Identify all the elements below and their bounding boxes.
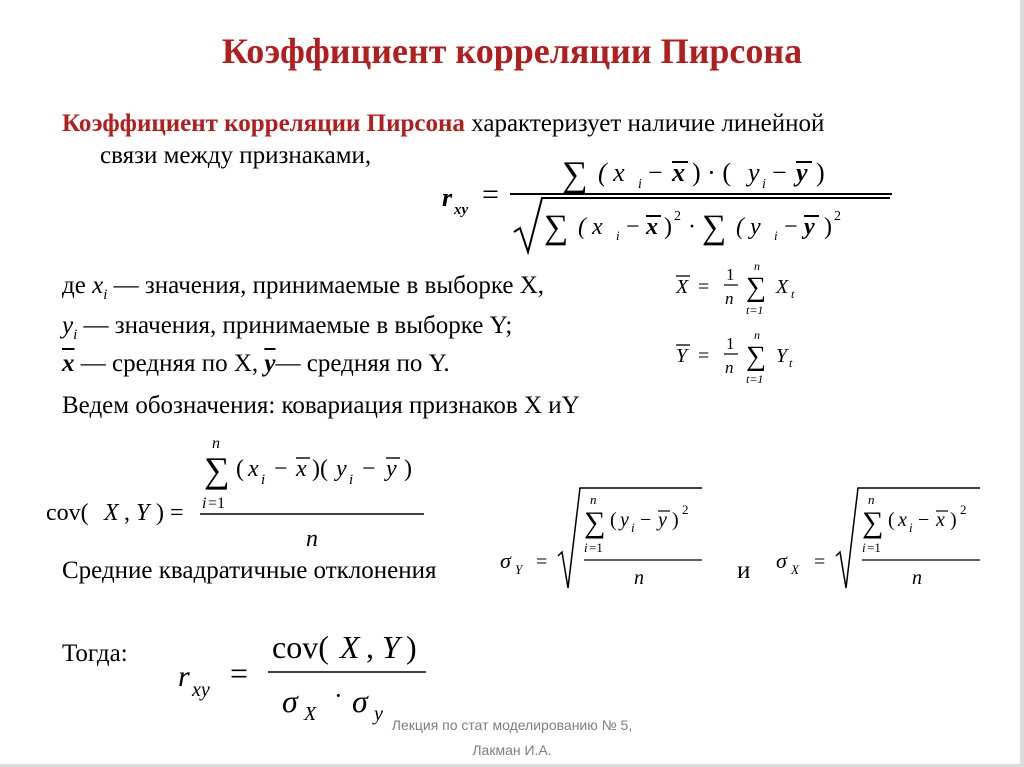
svg-text:i: i [202, 495, 207, 512]
svg-text:2: 2 [674, 209, 681, 224]
svg-text:i: i [762, 177, 766, 192]
where-lead: де [62, 272, 93, 299]
svg-text:i: i [638, 177, 642, 192]
svg-text:X: X [676, 276, 689, 298]
where-yi-text: — значения, принимаемые в выборке Y; [77, 312, 513, 339]
svg-text:x: x [248, 456, 259, 482]
svg-text:cov(: cov( [272, 629, 329, 665]
svg-text:n: n [912, 567, 922, 589]
svg-text:): ) [950, 509, 957, 531]
svg-text:·: · [688, 214, 696, 240]
svg-text:n: n [754, 328, 760, 342]
svg-text:x: x [672, 158, 685, 187]
svg-text:∑: ∑ [562, 154, 588, 194]
svg-text:( x: ( x [578, 214, 603, 240]
svg-text:y: y [374, 703, 383, 725]
svg-text:y: y [748, 158, 760, 187]
footer-line-2: Лакман И.А. [472, 742, 552, 758]
svg-text:( x: ( x [598, 158, 625, 187]
svg-text:(: ( [610, 509, 617, 531]
notation-line: Ведем обозначения: ковариация признаков X иY [62, 392, 580, 419]
svg-text:,: , [366, 629, 374, 665]
svg-text:t=1: t=1 [746, 372, 764, 384]
y-bar-symbol: $\overline{y}$ [264, 350, 276, 377]
svg-text:) =: ) = [156, 500, 184, 526]
svg-text:1: 1 [726, 265, 735, 284]
svg-text:(: ( [236, 456, 244, 482]
svg-text:n: n [212, 435, 220, 452]
pearson-formula [430, 148, 900, 256]
svg-text:x: x [936, 509, 945, 531]
svg-text:n: n [590, 492, 597, 507]
svg-text:Y: Y [776, 345, 788, 367]
svg-text:i: i [631, 520, 635, 535]
svg-text:n: n [725, 358, 734, 377]
svg-text:n: n [725, 289, 734, 308]
svg-text:i: i [862, 540, 866, 555]
yi-symbol: $y_i$ [62, 312, 78, 343]
svg-text:=: = [698, 276, 710, 298]
svg-text:xy: xy [454, 202, 469, 218]
svg-text:∑: ∑ [746, 341, 766, 372]
svg-text:=: = [482, 178, 499, 211]
svg-text:(: ( [888, 509, 895, 531]
svg-text:X: X [791, 562, 799, 577]
svg-text:): ) [406, 629, 417, 665]
svg-text:i: i [774, 228, 778, 243]
svg-text:r: r [442, 183, 453, 212]
svg-text:,: , [124, 500, 130, 526]
svg-text:i: i [584, 540, 588, 555]
intro-bold-term: Коэффициент корреляции Пирсона [62, 110, 465, 137]
svg-text:x: x [296, 456, 307, 482]
svg-text:−: − [784, 214, 798, 240]
svg-text:x: x [898, 509, 907, 531]
svg-text:σ: σ [500, 548, 511, 573]
means-line [62, 350, 450, 378]
svg-text:t=1: t=1 [746, 303, 764, 317]
svg-text:i: i [909, 520, 913, 535]
svg-text:−: − [918, 509, 930, 531]
footer-line-1: Лекция по стат моделированию № 5, [391, 717, 633, 733]
then-word: Тогда: [62, 640, 128, 667]
svg-text:2: 2 [834, 209, 841, 224]
svg-text:∑: ∑ [204, 450, 230, 490]
svg-text:∑: ∑ [544, 209, 569, 246]
mean-y-text: — средняя по Y. [275, 350, 450, 377]
svg-text:): ) [672, 509, 679, 531]
where-yi-line [62, 312, 512, 344]
sigma-x-formula [770, 486, 990, 596]
svg-text:i: i [261, 472, 266, 488]
svg-text:y: y [386, 456, 397, 482]
svg-text:X: X [776, 276, 789, 298]
svg-text:xy: xy [192, 679, 210, 701]
svg-text:X: X [304, 703, 317, 725]
svg-text:−: − [626, 214, 640, 240]
svg-text:−: − [274, 456, 288, 482]
svg-text:−: − [648, 158, 663, 187]
x-bar-symbol: $\overline{x}$ [62, 350, 75, 377]
svg-text:X: X [340, 629, 360, 665]
svg-text:): ) [816, 158, 825, 187]
svg-text:∑: ∑ [702, 209, 727, 246]
svg-text:): ) [404, 456, 412, 482]
covariance-formula [40, 428, 440, 550]
svg-text:2: 2 [960, 502, 967, 517]
svg-text:∑: ∑ [746, 272, 766, 303]
svg-text:Y: Y [382, 629, 400, 665]
xi-symbol: $x_i$ [92, 272, 108, 303]
svg-text:Y: Y [515, 562, 523, 577]
svg-text:n: n [868, 492, 875, 507]
svg-text:=1: =1 [589, 540, 603, 555]
svg-text:1: 1 [726, 334, 735, 353]
intro-line-2: связи между признаками, [100, 142, 372, 169]
svg-text:t: t [791, 287, 795, 301]
svg-text:y: y [336, 456, 347, 482]
svg-text:·: · [334, 681, 343, 710]
svg-text:)(: )( [312, 456, 328, 482]
svg-text:cov(: cov( [46, 500, 89, 526]
std-dev-line: Средние квадратичные отклонения [62, 557, 437, 584]
svg-text:t: t [789, 356, 793, 370]
svg-text:( y: ( y [736, 214, 761, 240]
svg-text:y: y [620, 509, 629, 531]
svg-text:=: = [536, 551, 548, 573]
svg-text:n: n [306, 526, 318, 550]
svg-text:=1: =1 [208, 495, 226, 512]
svg-text:−: − [640, 509, 652, 531]
slide-title: Коэффициент корреляции Пирсона [221, 31, 803, 71]
svg-text:y: y [796, 158, 808, 187]
svg-text:−: − [362, 456, 376, 482]
svg-text:=1: =1 [867, 540, 881, 555]
svg-text:) · (: ) · ( [692, 158, 731, 187]
svg-text:n: n [754, 259, 760, 273]
intro-rest: характеризует наличие линейной [464, 110, 825, 137]
svg-text:i: i [616, 228, 620, 243]
svg-text:=: = [814, 551, 826, 573]
mean-formulas [670, 258, 820, 384]
svg-text:σ: σ [282, 683, 298, 719]
svg-text:y: y [804, 214, 815, 240]
svg-text:∑: ∑ [584, 506, 606, 539]
svg-text:n: n [634, 567, 644, 589]
svg-text:−: − [772, 158, 787, 187]
svg-text:): ) [824, 214, 832, 240]
intro-line-1 [62, 110, 824, 138]
where-xi-line [62, 272, 544, 304]
svg-text:x: x [646, 214, 658, 240]
svg-text:=: = [698, 345, 710, 367]
svg-text:X: X [104, 500, 119, 526]
svg-text:Y: Y [136, 500, 150, 526]
svg-text:∑: ∑ [862, 506, 884, 539]
mean-x-text: — средняя по X, [74, 350, 265, 377]
svg-text:y: y [658, 509, 667, 531]
svg-text:σ: σ [352, 683, 368, 719]
where-xi-text: — значения, принимаемые в выборке X, [107, 272, 545, 299]
and-word: и [737, 557, 751, 584]
svg-text:): ) [664, 214, 672, 240]
svg-text:2: 2 [682, 502, 689, 517]
sigma-y-formula [490, 486, 710, 596]
svg-text:Y: Y [676, 345, 688, 367]
svg-text:i: i [349, 472, 354, 488]
svg-text:σ: σ [776, 548, 787, 573]
svg-text:r: r [178, 660, 190, 693]
svg-text:=: = [230, 655, 249, 691]
